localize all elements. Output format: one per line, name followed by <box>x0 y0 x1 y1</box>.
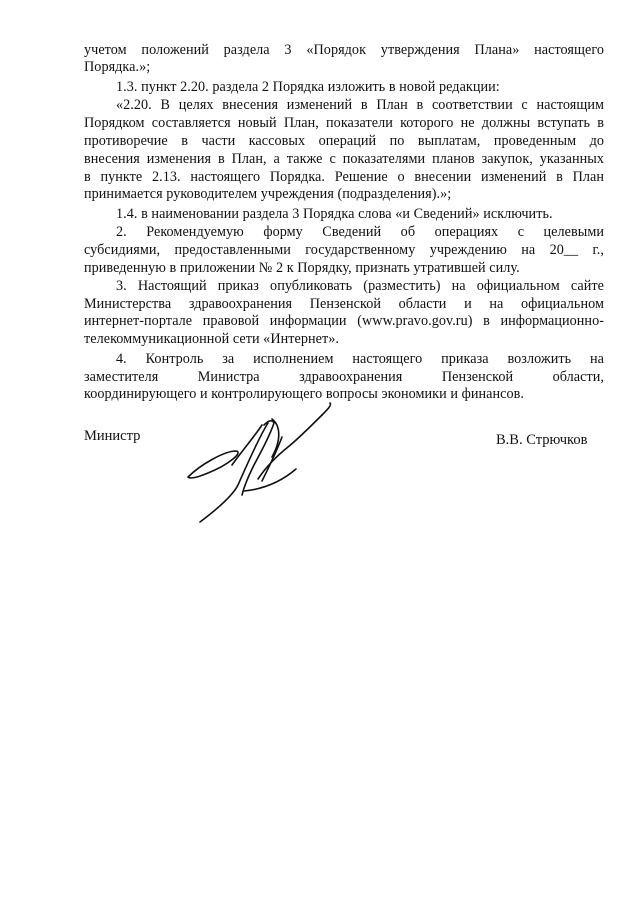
text-line: 1.4. в наименовании раздела 3 Порядка слова «и Сведений» исключить. <box>116 206 553 222</box>
text-line: 1.3. пункт 2.20. раздела 2 Порядка изложить в новой редакции: <box>116 79 500 95</box>
signatory-position: Министр <box>84 428 141 444</box>
text-line: координирующего и контролирующего вопросы экономики и финансов. <box>84 386 524 402</box>
text-line: учетом положений раздела 3 «Порядок утверждения Плана» настоящего <box>84 42 604 58</box>
text-line: 3. Настоящий приказ опубликовать (разместить) на официальном сайте <box>116 278 604 294</box>
text-line: Министерства здравоохранения Пензенской области и на официальном <box>84 296 604 312</box>
handwritten-signature <box>172 395 352 530</box>
text-line: 4. Контроль за исполнением настоящего приказа возложить на <box>116 351 604 367</box>
text-line: принимается руководителем учреждения (подразделения).»; <box>84 186 452 202</box>
text-line: в пункте 2.13. настоящего Порядка. Решение о внесении изменений в План <box>84 169 604 185</box>
text-line: субсидиями, предоставленными государственному учреждению на 20__ г., <box>84 242 604 258</box>
text-line: телекоммуникационной сети «Интернет». <box>84 331 339 347</box>
text-line: внесения изменения в План, а также с показателями планов закупок, указанных <box>84 151 604 167</box>
text-line: «2.20. В целях внесения изменений в План в соответствии с настоящим <box>116 97 604 113</box>
text-line: приведенную в приложении № 2 к Порядку, признать утратившей силу. <box>84 260 520 276</box>
text-line: 2. Рекомендуемую форму Сведений об операциях с целевыми <box>116 224 604 240</box>
text-line: противоречие в части кассовых операций по выплатам, проведенным до <box>84 133 604 149</box>
text-line: Порядком составляется новый План, показатели которого не должны вступать в <box>84 115 604 131</box>
signatory-name: В.В. Стрючков <box>496 432 588 448</box>
text-line: Порядка.»; <box>84 59 151 75</box>
text-line: интернет-портале правовой информации (www.pravo.gov.ru) в информационно- <box>84 313 604 329</box>
text-line: заместителя Министра здравоохранения Пензенской области, <box>84 369 604 385</box>
